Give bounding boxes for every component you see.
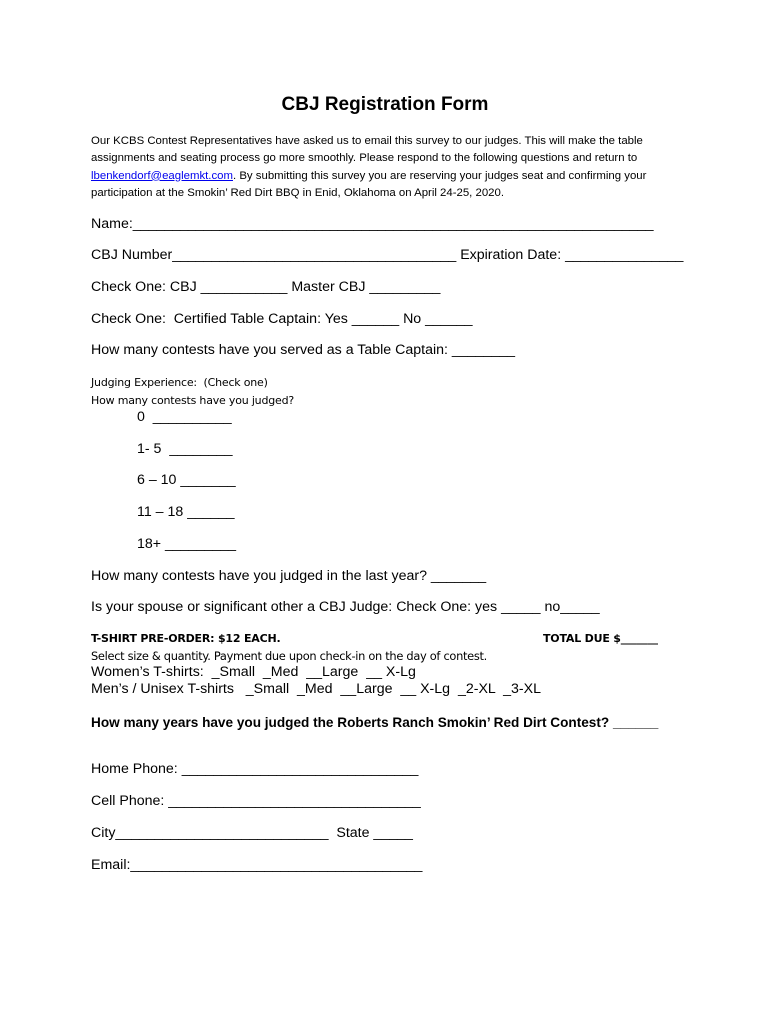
- check-one-cbj-line[interactable]: Check One: CBJ ___________ Master CBJ _________: [91, 279, 441, 295]
- home-phone-line[interactable]: Home Phone: ______________________________: [91, 761, 419, 777]
- spouse-line[interactable]: Is your spouse or significant other a CBJ Judge: Check One: yes _____ no_____: [91, 599, 600, 615]
- mens-tshirts-line[interactable]: Men’s / Unisex T-shirts _Small _Med __Large __ X-Lg _2-XL _3-XL: [91, 681, 542, 697]
- judging-experience-label: Judging Experience: (Check one): [91, 376, 268, 389]
- email-link[interactable]: lbenkendorf@eaglemkt.com: [91, 169, 233, 182]
- intro-text-after: . By submitting this survey you are reserving your judges seat and confirming your participation at the Smokin’ Red Dirt BBQ in Enid, Oklahoma on April 24-25, 2020.: [91, 169, 647, 199]
- cbj-number-line[interactable]: CBJ Number____________________________________ Expiration Date: _______________: [91, 247, 684, 263]
- option-11-18[interactable]: 11 – 18 ______: [137, 504, 235, 520]
- option-6-10[interactable]: 6 – 10 _______: [137, 472, 236, 488]
- intro-text-before: Our KCBS Contest Representatives have asked us to email this survey to our judges. This will make the table assignments and seating process go more smoothly. Please respond to the following questions and return to: [91, 135, 643, 165]
- tshirt-note: Select size & quantity. Payment due upon check-in on the day of contest.: [91, 649, 488, 663]
- womens-tshirts-line[interactable]: Women’s T-shirts: _Small _Med __Large __ X-Lg: [91, 664, 416, 680]
- option-1-5[interactable]: 1- 5 ________: [137, 441, 233, 457]
- option-18-plus[interactable]: 18+ _________: [137, 536, 237, 552]
- name-field-line[interactable]: Name:__________________________________________________________________: [91, 216, 654, 232]
- cell-phone-line[interactable]: Cell Phone: ________________________________: [91, 793, 421, 809]
- years-roberts-line[interactable]: How many years have you judged the Roberts Ranch Smokin’ Red Dirt Contest? ______: [91, 715, 659, 730]
- contests-judged-label: How many contests have you judged?: [91, 394, 295, 407]
- total-due[interactable]: TOTAL DUE $_______: [543, 632, 658, 645]
- email-line[interactable]: Email:_____________________________________: [91, 857, 423, 873]
- option-0[interactable]: 0 __________: [137, 409, 232, 425]
- contests-captain-line[interactable]: How many contests have you served as a Table Captain: ________: [91, 342, 516, 358]
- tshirt-header: T-SHIRT PRE-ORDER: $12 EACH.: [91, 632, 281, 645]
- last-year-line[interactable]: How many contests have you judged in the last year? _______: [91, 568, 487, 584]
- city-state-line[interactable]: City___________________________ State _____: [91, 825, 413, 841]
- intro-paragraph: [91, 133, 691, 202]
- table-captain-line[interactable]: Check One: Certified Table Captain: Yes ______ No ______: [91, 311, 473, 327]
- form-title: CBJ Registration Form: [281, 94, 489, 115]
